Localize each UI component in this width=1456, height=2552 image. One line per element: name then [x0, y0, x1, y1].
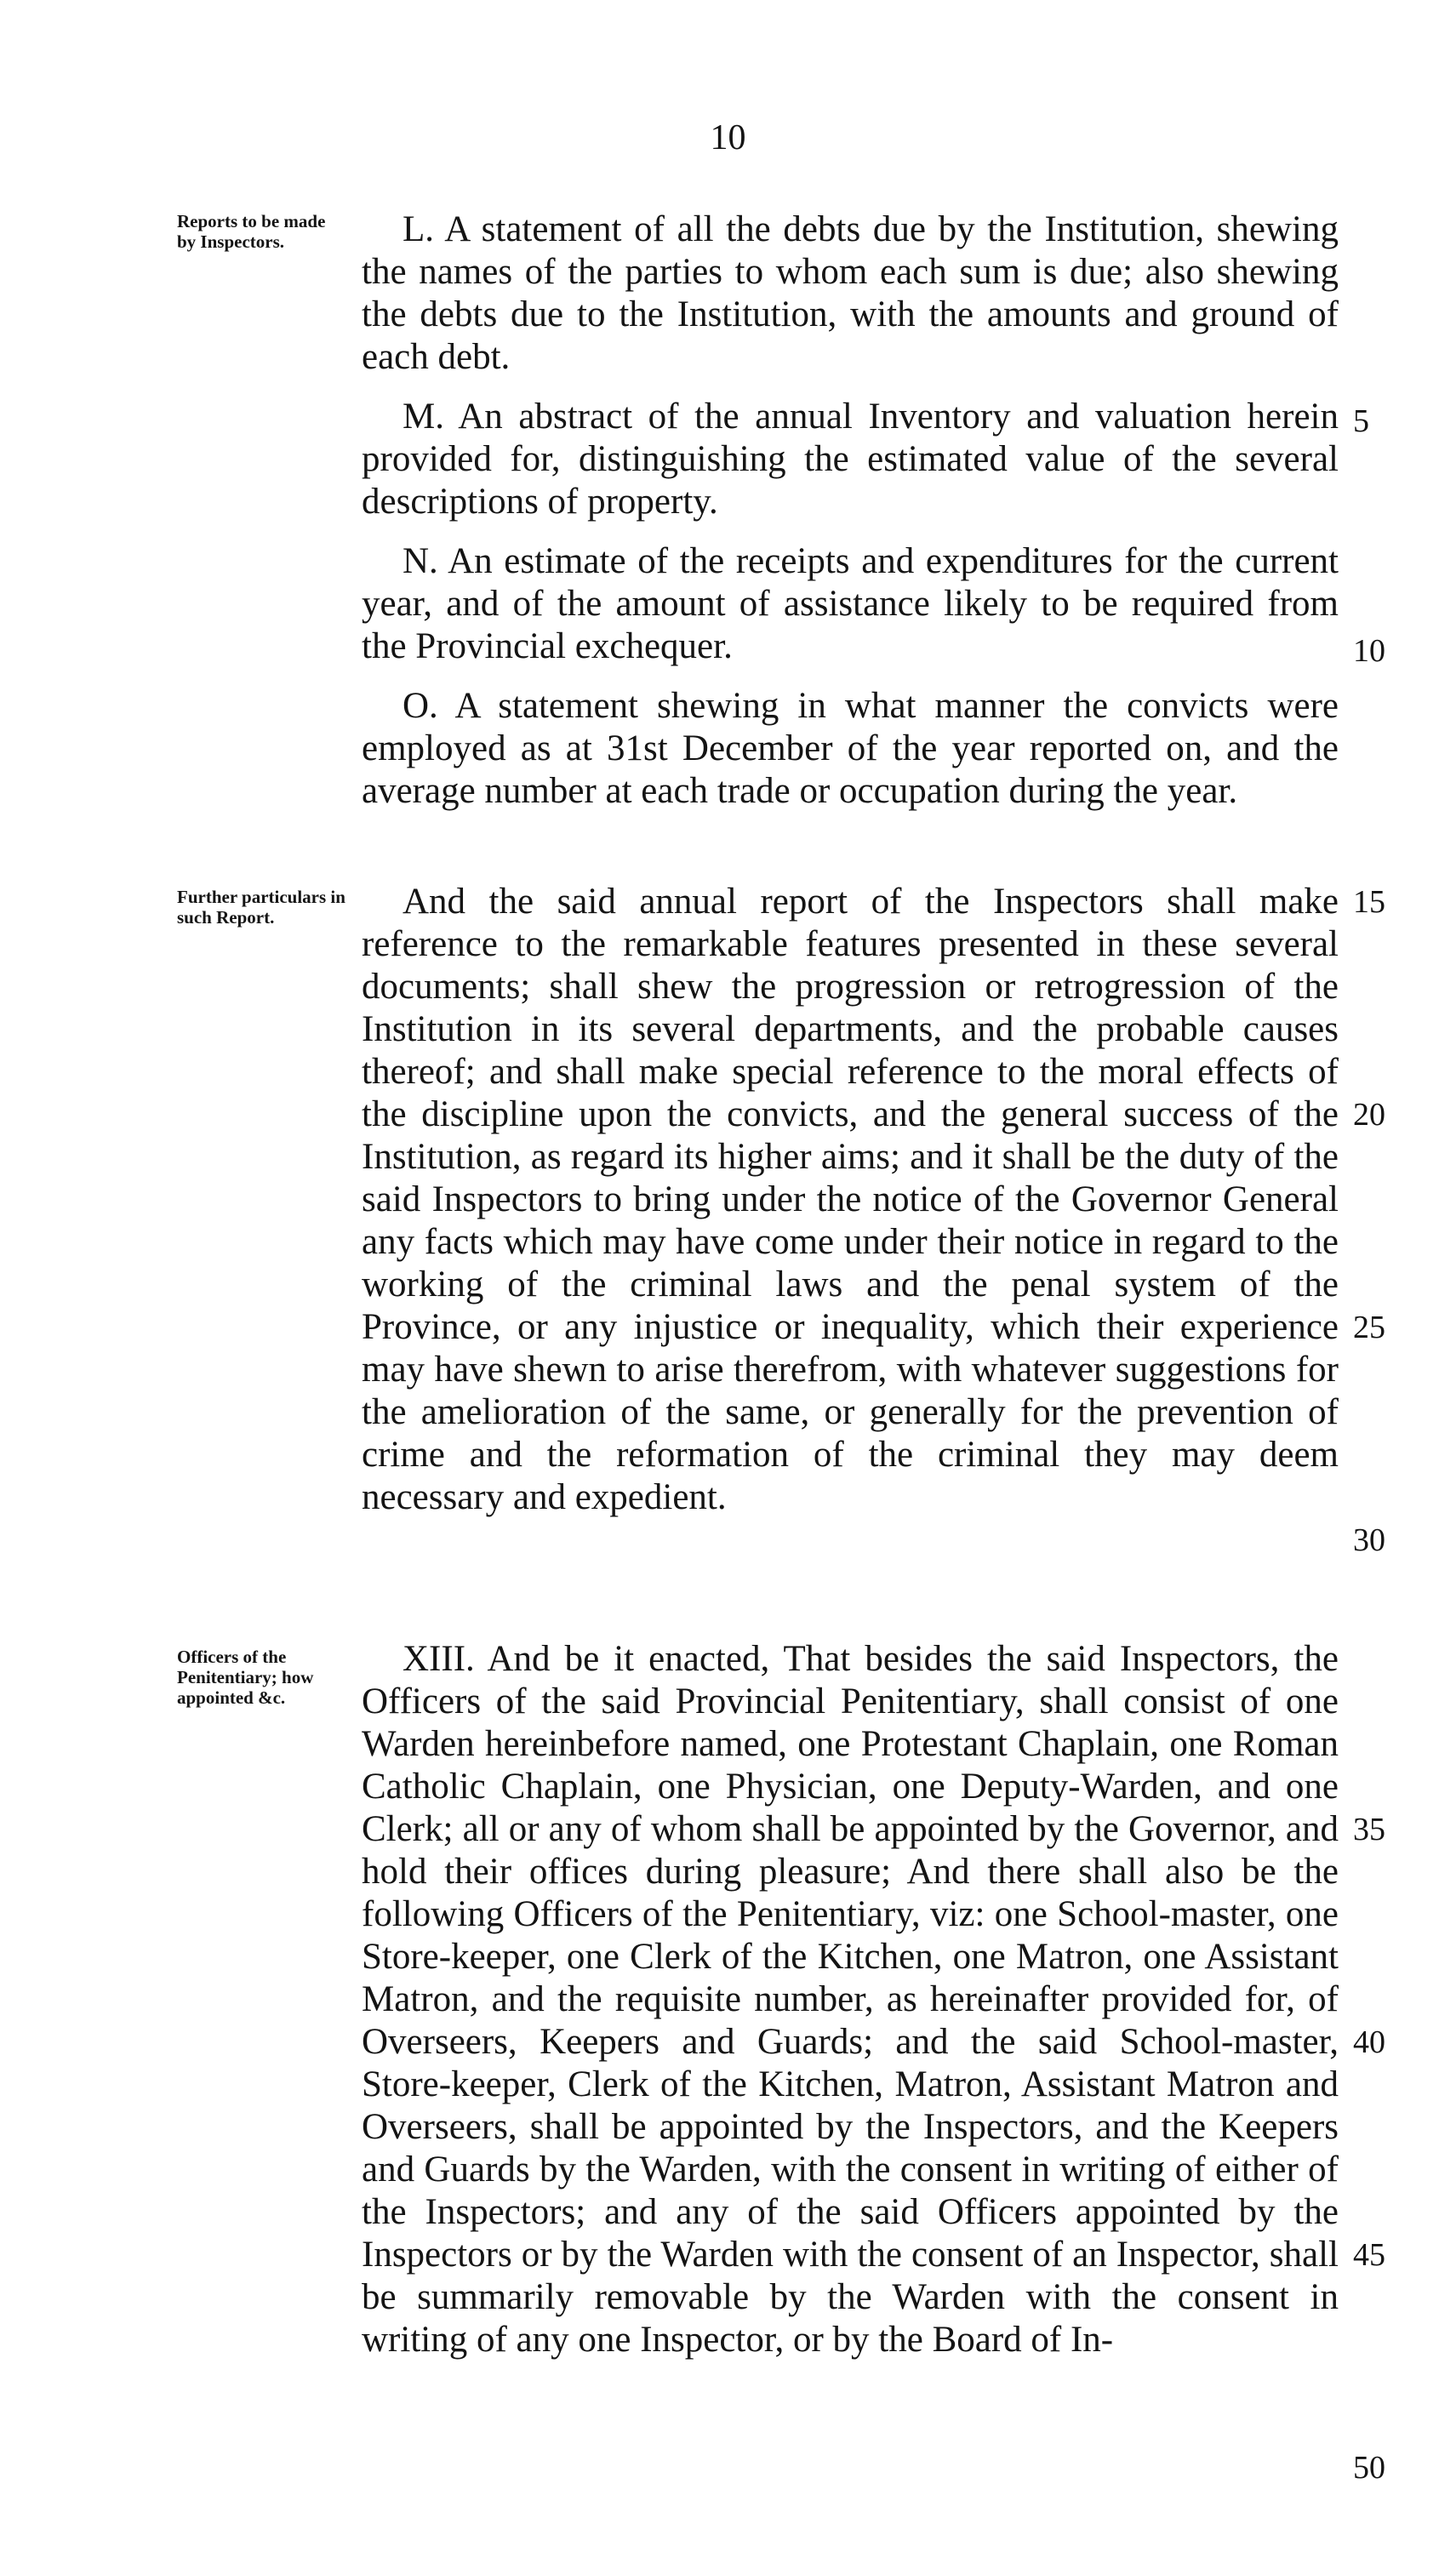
line-number: 15: [1353, 884, 1385, 920]
page-number: 10: [710, 118, 746, 157]
line-number: 25: [1353, 1310, 1385, 1345]
sidenote-reports: Reports to be made by Inspectors.: [177, 211, 326, 252]
line-number: 35: [1353, 1812, 1385, 1847]
line-number: 30: [1353, 1522, 1385, 1558]
paragraph-group-schedule: [362, 208, 1339, 813]
paragraph-o: O. A statement shewing in what manner the convicts were employed as at 31st December of the year reported on, and the average number at each trade or occupation during the year.: [362, 686, 1339, 811]
line-number: 10: [1353, 633, 1385, 669]
paragraph-section-xiii: XIII. And be it enacted, That besides the said Inspectors, the Officers of the said Provincial Penitentiary, shall consist of one Warden hereinbefore named, one Protestant Chaplain, one Roman Catholic Chaplain, one Physician, one Deputy-Warden, and one Clerk; all or any of whom shall be appointed by the Governor, and hold their offices during pleasure; And there shall also be the following Officers of the Penitentiary, viz: one School-master, one Store-keeper, one Clerk of the Kitchen, one Matron, one Assistant Matron, and the requisite number, as hereinafter provided for, of Overseers, Keepers and Guards; and the said School-master, Store-keeper, Clerk of the Kitchen, Matron, Assistant Matron and Overseers, shall be appointed by the Inspectors, and the Keepers and Guards by the Warden, with the consent in writing of either of the Inspectors; and any of the said Officers appointed by the Inspectors or by the Warden with the consent of an Inspector, shall be summarily removable by the Warden with the consent in writing of any one Inspector, or by the Board of In-: [362, 1639, 1339, 2360]
paragraph-m: M. An abstract of the annual Inventory and valuation herein provided for, distinguishing the estimated value of the several descriptions of property.: [362, 397, 1339, 522]
sidenote-further-particulars: Further particulars in such Report.: [177, 887, 345, 928]
paragraph-l: L. A statement of all the debts due by the Institution, shewing the names of the parties to whom each sum is due; also shewing the debts due to the Institution, with the amounts and ground of each debt.: [362, 209, 1339, 377]
paragraph-annual-report: And the said annual report of the Inspectors shall make reference to the remarkable features presented in these several documents; shall shew the progression or retrogression of the Institution in its several departments, and the probable causes thereof; and shall make special reference to the moral effects of the discipline upon the convicts, and the general success of the Institution, as regard its higher aims; and it shall be the duty of the said Inspectors to bring under the notice of the Governor General any facts which may have come under their notice in regard to the working of the criminal laws and the penal system of the Province, or any injustice or inequality, which their experience may have shewn to arise therefrom, with whatever suggestions for the amelioration of the same, or generally for the prevention of crime and the reformation of the criminal they may deem necessary and expedient.: [362, 882, 1339, 1517]
line-number: 45: [1353, 2237, 1385, 2273]
line-number: 20: [1353, 1097, 1385, 1133]
line-number: 5: [1353, 403, 1369, 439]
line-number: 40: [1353, 2024, 1385, 2060]
paragraph-group-annual-report: [362, 881, 1339, 1519]
sidenote-officers: Officers of the Penitentiary; how appointed &c.: [177, 1647, 314, 1708]
line-number: 50: [1353, 2450, 1385, 2486]
paragraph-n: N. An estimate of the receipts and expenditures for the current year, and of the amount of assistance likely to be required from the Provincial exchequer.: [362, 541, 1339, 666]
paragraph-group-section-xiii: [362, 1638, 1339, 2361]
